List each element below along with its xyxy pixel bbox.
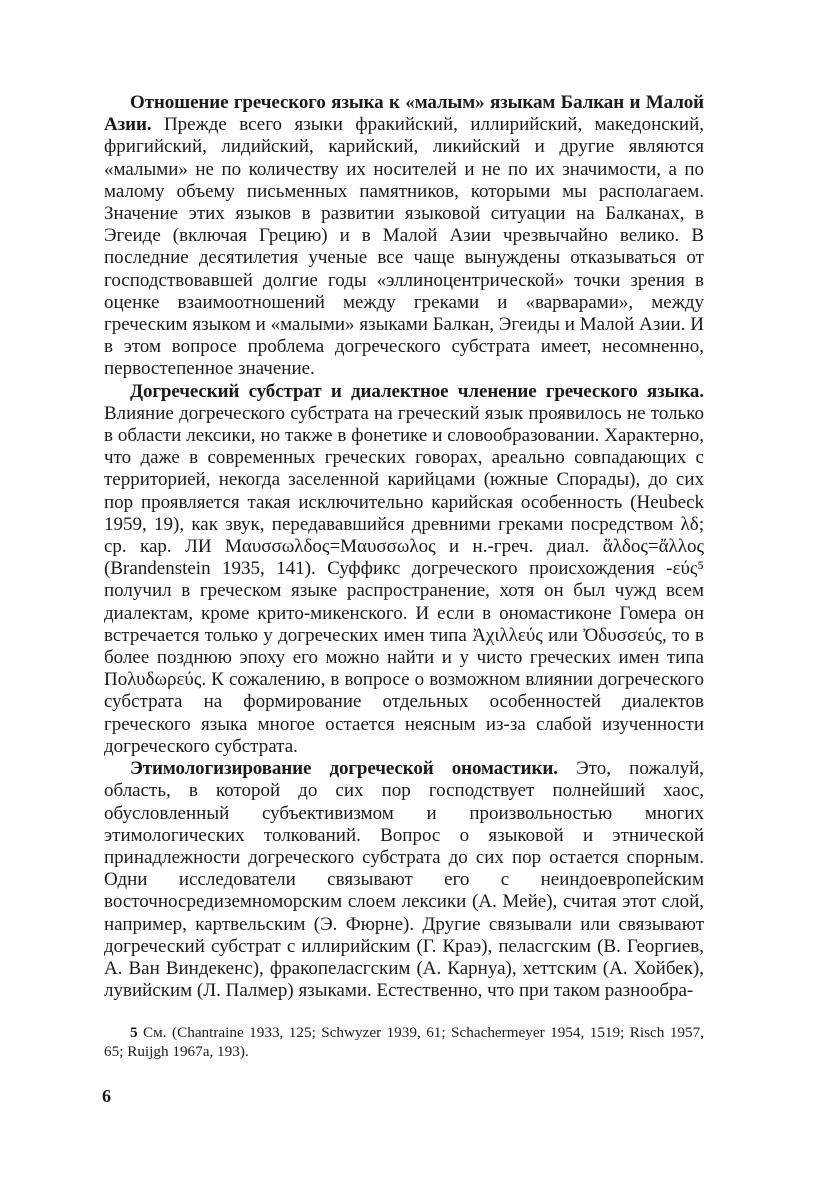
paragraph-text: Влияние догреческого субстрата на греческий язык проявилось не только в области лексики, но также в фонетике и словообразовании. Характерно, что даже в современных греческих говорах, ареально совпадающих с территорией, некогда заселенной карийцами (южные Спорады), до сих пор проявляется такая исключительно карийская особенность (Heubeck 1959, 19), как звук, передававшийся древними греками посредством λδ; ср. кар. ЛИ Μαυσσωλδος=Μαυσσωλος и н.-греч. диал. ἄλδος=ἄλλος (Brandenstein 1935, 141). Суффикс догреческого происхождения -εύς⁵ получил в греческом языке распространение, хотя он был чужд всем диалектам, кроме крито-микенского. И если в ономастиконе Гомера он встречается только у догреческих имен типа Ἀχιλλεύς или Ὀδυσσεύς, то в более позднюю эпоху его можно найти и у чисто греческих имен типа Πολυδωρεύς. К сожалению, в вопросе о возможном влиянии догреческого субстрата на формирование отдельных особенностей диалектов греческого языка многое остается неясным из-за слабой изученности догреческого субстрата. (104, 402, 704, 757)
page-number: 6 (102, 1086, 111, 1106)
paragraph-onomastics (104, 758, 704, 1002)
paragraph-text: Прежде всего языки фракийский, иллирийский, македонский, фригийский, лидийский, карийский, ликийский и другие являются «малыми» не по количеству их носителей и не по их значимости, а по малому объему письменных памятников, которыми мы располагаем. Значение этих языков в развитии языковой ситуации на Балканах, в Эгеиде (включая Грецию) и в Малой Азии чрезвычайно велико. В последние десятилетия ученые все чаще вынуждены отказываться от господствовавшей долгие годы «эллиноцентрической» точки зрения в оценке взаимоотношений между греками и «варварами», между греческим языком и «малыми» языками Балкан, Эгеиды и Малой Азии. И в этом вопросе проблема догреческого субстрата имеет, несомненно, первостепенное значение. (104, 114, 704, 380)
paragraph-text: Это, пожалуй, область, в которой до сих пор господствует полнейший хаос, обусловленный субъективизмом и произвольностью многих этимологических толкований. Вопрос о языковой и этнической принадлежности догреческого субстрата до сих пор остается спорным. Одни исследователи связывают его с неиндоевропейским восточносредиземноморским слоем лексики (А. Мейе), считая этот слой, например, картвельским (Э. Фюрне). Другие связывали или связывают догреческий субстрат с иллирийским (Г. Краэ), пеласгским (В. Георгиев, А. Ван Виндекенс), фракопеласгским (А. Карнуа), хеттским (А. Хойбек), лувийским (Л. Палмер) языками. Естественно, что при таком разнообра- (104, 758, 704, 1002)
footnote-text: См. (Chantraine 1933, 125; Schwyzer 1939, 61; Schachermeyer 1954, 1519; Risch 1957, 65; Ruijgh 1967a, 193). (104, 1024, 704, 1061)
paragraph-heading: Отношение греческого языка к «малым» языкам Балкан и Малой Азии. (104, 92, 704, 136)
paragraph-heading: Догреческий субстрат и диалектное членение греческого языка. (130, 380, 704, 402)
page-body (104, 92, 704, 1061)
footnote (104, 1023, 704, 1061)
paragraph-substrate-dialects (104, 381, 704, 758)
footnote-mark: 5 (130, 1024, 138, 1042)
paragraph-languages-relation (104, 92, 704, 381)
paragraph-heading: Этимологизирование догреческой ономастики. (130, 758, 558, 780)
